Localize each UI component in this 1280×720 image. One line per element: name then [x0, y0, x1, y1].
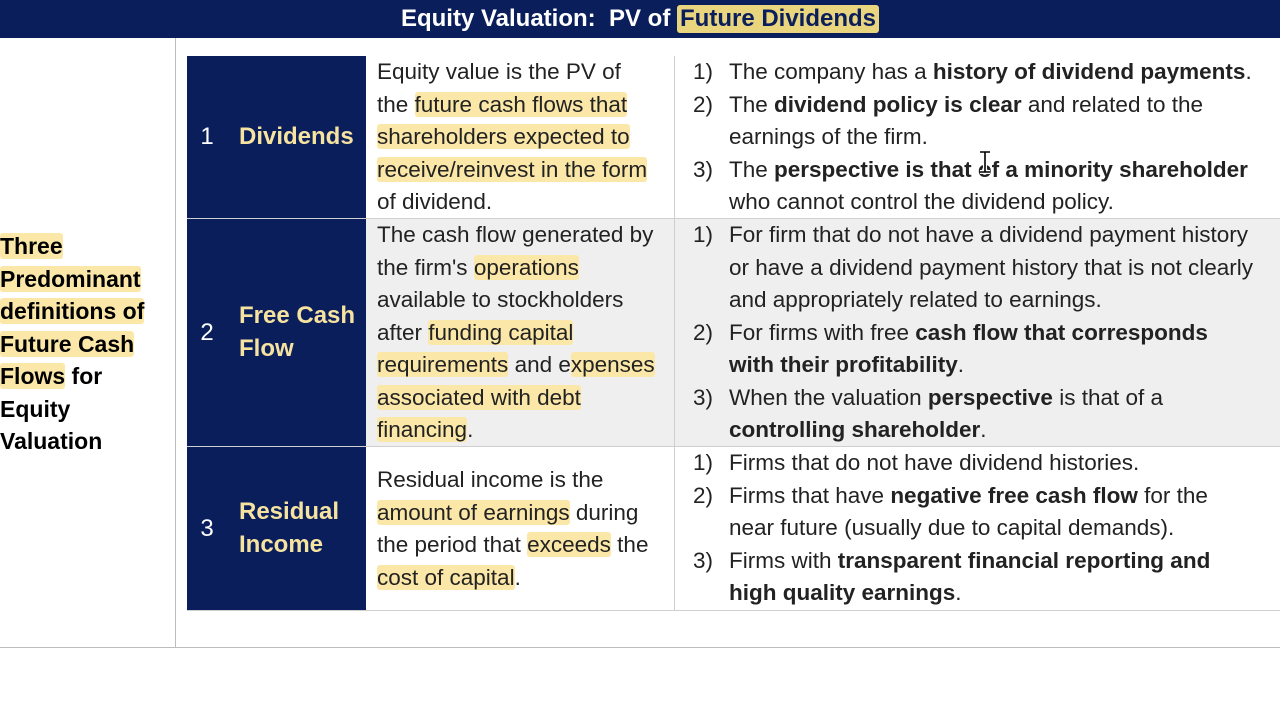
row-name-text: Dividends: [239, 122, 354, 150]
criteria-item: [693, 545, 1280, 610]
side-label-line: Flows: [0, 363, 66, 389]
side-label-line: Valuation: [0, 428, 103, 454]
definition-text: the firm's: [377, 254, 474, 280]
definition-text: the: [377, 91, 415, 117]
criteria-text: .: [980, 417, 987, 442]
definition-highlight: requirements: [377, 352, 509, 377]
criteria-cell: [675, 447, 1280, 610]
side-label-line: Future Cash: [0, 330, 135, 357]
definition-line: of dividend.: [377, 189, 493, 214]
criteria-text: When the valuation: [729, 384, 928, 410]
criteria-number: 2): [693, 482, 714, 508]
criteria-text: Firms that do not have dividend histories.: [729, 450, 1140, 475]
criteria-item: [693, 56, 1280, 89]
definition-line: [377, 529, 674, 562]
definition-highlight: xpenses: [570, 352, 655, 377]
criteria-bold: cash flow that corresponds: [915, 319, 1208, 345]
criteria-bold: history of dividend payments: [932, 59, 1246, 84]
criteria-number: 3): [693, 156, 714, 182]
definition-highlight: cost of capital: [377, 564, 515, 590]
side-label-line: Predominant: [0, 265, 141, 292]
definition-cell: [366, 56, 675, 218]
side-label-line: for: [65, 363, 103, 389]
definition-highlight: funding capital: [428, 319, 574, 345]
criteria-item: [693, 219, 1280, 317]
definition-line: [377, 562, 674, 595]
definition-line: [377, 317, 674, 350]
criteria-text: The company has a: [729, 59, 933, 84]
criteria-text: and related to the: [1021, 91, 1204, 117]
definition-highlight: amount of earnings: [377, 499, 570, 525]
criteria-number: 3): [693, 384, 714, 410]
criteria-bold: negative free cash flow: [890, 482, 1138, 508]
side-label-line: Equity: [0, 395, 71, 422]
row-name-text: Flow: [239, 334, 294, 362]
row-name-text: Residual: [239, 498, 340, 525]
criteria-bold: transparent financial reporting and: [837, 547, 1211, 573]
text-cursor-icon: [977, 150, 993, 174]
definition-text: the period that: [377, 532, 528, 557]
valuation-table: [187, 56, 1280, 610]
criteria-text: For firms with free: [729, 319, 916, 345]
definition-text: and e: [508, 352, 571, 377]
definition-highlight: associated with debt: [377, 384, 581, 410]
criteria-text: earnings of the firm.: [729, 124, 928, 149]
criteria-number: 2): [693, 319, 714, 345]
row-number: 1: [187, 56, 227, 218]
definition-line: [377, 497, 674, 530]
criteria-cell: [675, 219, 1280, 446]
criteria-text: or have a dividend payment history that is not clearly: [729, 254, 1254, 280]
definition-highlight: financing: [377, 417, 468, 442]
definition-text: the: [610, 532, 649, 557]
criteria-number: 1): [693, 450, 714, 475]
left-divider: [175, 38, 176, 648]
criteria-number: 2): [693, 91, 714, 117]
criteria-item: [693, 382, 1280, 447]
definition-text: .: [514, 564, 521, 590]
criteria-text: The: [729, 156, 775, 182]
definition-text: .: [467, 417, 474, 442]
definition-text: after: [377, 319, 429, 345]
definition-line: Equity value is the PV of: [377, 59, 621, 84]
criteria-text: and appropriately related to earnings.: [729, 287, 1102, 312]
definition-highlight: future cash flows that: [414, 91, 628, 117]
side-label-line: definitions of: [0, 298, 145, 324]
row-number: 2: [187, 219, 227, 446]
definition-highlight: operations: [473, 254, 579, 280]
row-name: [227, 56, 366, 218]
criteria-bold: with their profitability: [729, 352, 958, 377]
definition-line: [377, 252, 674, 285]
definition-line: [377, 414, 674, 447]
row-name-text: Income: [239, 530, 324, 558]
criteria-text: For firm that do not have a dividend payment history: [729, 222, 1249, 247]
criteria-number: 1): [693, 59, 714, 84]
definition-line: [377, 382, 674, 415]
definition-highlight: shareholders expected to: [377, 124, 630, 149]
criteria-item: [693, 447, 1280, 480]
criteria-text: .: [1245, 59, 1252, 84]
title-bar: [0, 0, 1280, 38]
criteria-bold: dividend policy is clear: [774, 91, 1022, 117]
title-prefix: Equity Valuation: PV of: [400, 5, 677, 32]
criteria-text: for the: [1137, 482, 1208, 508]
title-highlight: Future Dividends: [677, 5, 879, 33]
definition-cell: [366, 447, 675, 610]
criteria-text: is that of a: [1052, 384, 1164, 410]
criteria-number: 3): [693, 547, 714, 573]
criteria-bold: perspective: [927, 384, 1053, 410]
side-label: [0, 230, 172, 458]
definition-line: available to stockholders: [377, 287, 624, 312]
criteria-text: Firms with: [729, 547, 838, 573]
criteria-text: near future (usually due to capital demands).: [729, 515, 1175, 540]
definition-highlight: exceeds: [527, 532, 611, 557]
criteria-bold: controlling shareholder: [729, 417, 981, 442]
criteria-bold: perspective is that of a minority shareholder: [774, 156, 1248, 182]
criteria-text: The: [729, 91, 775, 117]
bottom-divider: [0, 647, 1280, 648]
criteria-cell: [675, 56, 1280, 218]
definition-highlight: receive/reinvest in the form: [377, 156, 648, 182]
criteria-item: [693, 89, 1280, 154]
row-name-text: Free Cash: [239, 302, 356, 329]
definition-line: [377, 89, 674, 122]
criteria-text: .: [955, 580, 962, 605]
definition-line: [377, 154, 674, 187]
definition-line: Residual income is the: [377, 467, 604, 492]
table-row: [187, 56, 1280, 219]
table-row: [187, 447, 1280, 611]
definition-cell: [366, 219, 675, 446]
row-name: [227, 447, 366, 610]
row-number: 3: [187, 447, 227, 610]
row-name: [227, 219, 366, 446]
definition-text: during: [569, 499, 639, 525]
criteria-item: [693, 480, 1280, 545]
criteria-text: who cannot control the dividend policy.: [729, 189, 1114, 214]
criteria-item: [693, 317, 1280, 382]
criteria-number: 1): [693, 222, 714, 247]
criteria-text: .: [957, 352, 965, 377]
definition-line: The cash flow generated by: [377, 222, 654, 247]
table-row: [187, 219, 1280, 447]
criteria-text: Firms that have: [729, 482, 891, 508]
side-label-line: Three: [0, 233, 63, 259]
criteria-bold: high quality earnings: [729, 580, 956, 605]
definition-line: [377, 349, 674, 382]
definition-line: [377, 121, 674, 154]
